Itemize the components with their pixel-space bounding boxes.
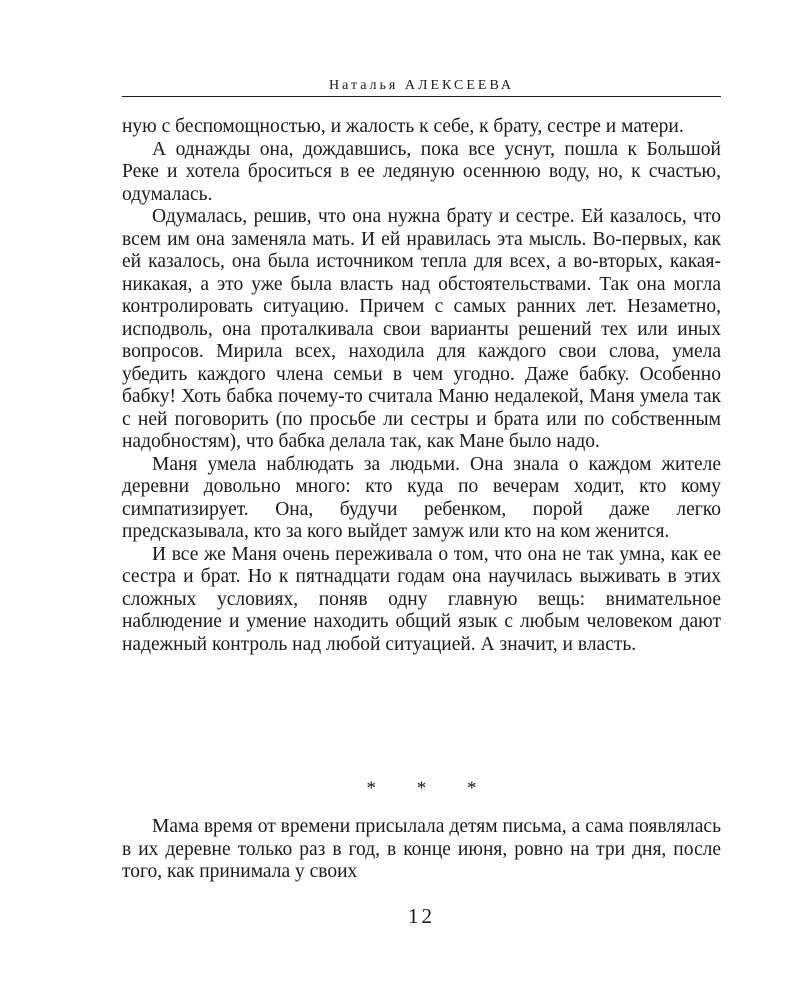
page-number: 12 — [408, 904, 435, 928]
header-rule — [122, 96, 721, 97]
paragraph: А однажды она, дождавшись, пока все уснут, пошла к Большой Реке и хотела броситься в ее ледяную осеннюю воду, но, к счастью, одумалась. — [122, 138, 721, 205]
body-text-continued — [122, 816, 721, 884]
paragraph: И все же Маня очень переживала о том, что она не так умна, как ее сестра и брат. Но к пятнадцати годам она научилась выживать в этих сложных условиях, поняв одну главную вещь: внимательное наблюдение и умение находить общий язык с любым человеком дают надежный контроль над любой ситуацией. А значит, и власть. — [122, 543, 721, 655]
section-separator: * * * — [366, 778, 495, 799]
paragraph: Мама время от времени присылала детям письма, а сама появлялась в их деревне только раз в год, в конце июня, ровно на три дня, после того, как принимала у своих — [122, 816, 721, 882]
body-text — [122, 116, 721, 656]
paragraph-continued: ную с беспомощностью, и жалость к себе, к брату, сестре и матери. — [122, 116, 684, 137]
paragraph: Маня умела наблюдать за людьми. Она знала о каждом жителе деревни довольно много: кто куда по вечерам ходит, кто кому симпатизирует. Она, будучи ребенком, порой даже легко предсказывала, кто за кого выйдет замуж или кто на ком женится. — [122, 453, 721, 542]
running-head: Наталья АЛЕКСЕЕВА — [328, 78, 515, 93]
paragraph: Одумалась, решив, что она нужна брату и сестре. Ей казалось, что всем им она заменяла мать. И ей нравилась эта мысль. Во-первых, как ей казалось, она была источником тепла для всех, а во-вторых, какая-никакая, а это уже была власть над обстоятельствами. Так она могла контролировать ситуацию. Причем с самых ранних лет. Незаметно, исподволь, она проталкивала свои варианты решений тех или иных вопросов. Мирила всех, находила для каждого свои слова, умела убедить каждого члена семьи в чем угодно. Даже бабку. Особенно бабку! Хоть бабка почему-то считала Маню недалекой, Маня умела так с ней поговорить (по просьбе ли сестры и брата или по собственным надобностям), что бабка делала так, как Мане было надо. — [122, 206, 721, 452]
